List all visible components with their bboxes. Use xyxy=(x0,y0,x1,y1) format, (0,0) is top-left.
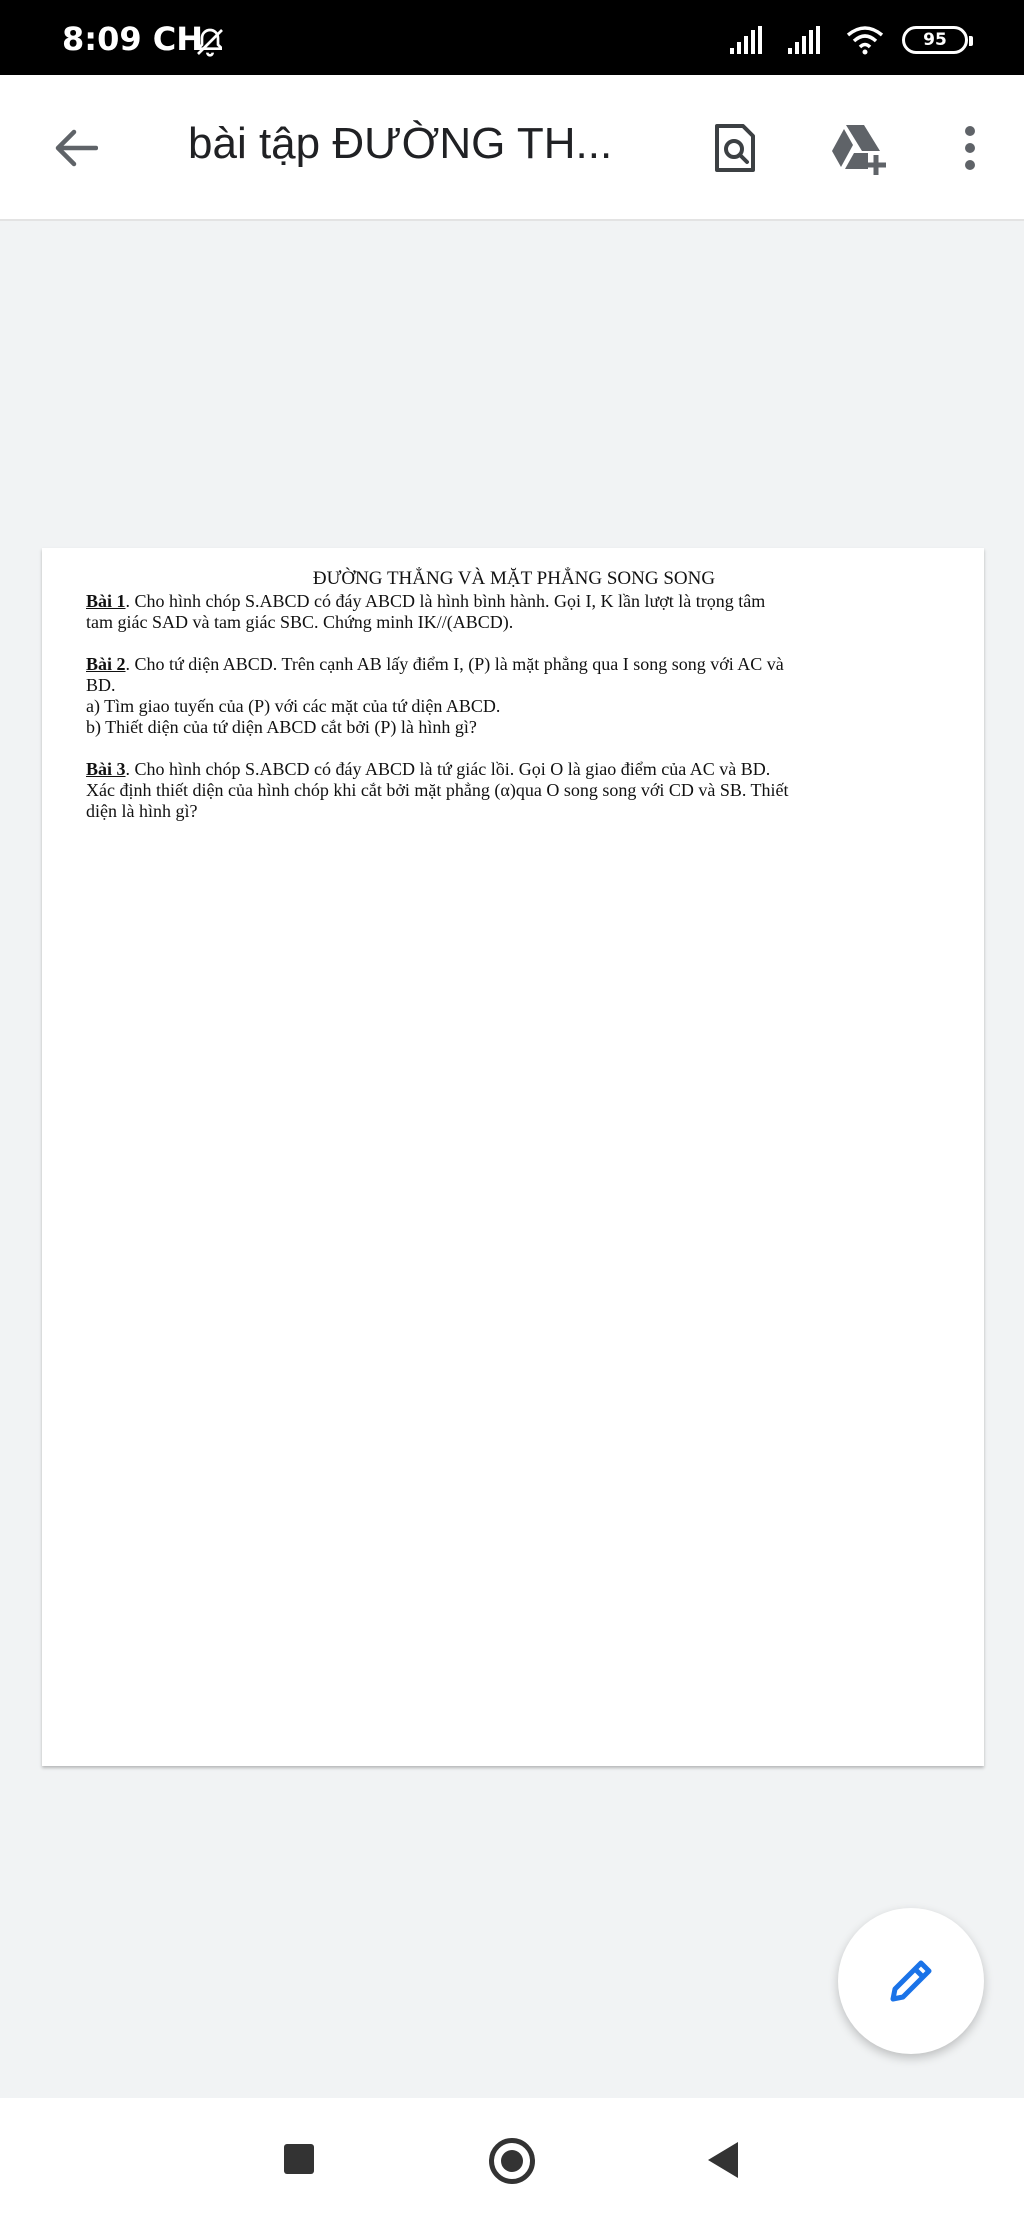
exercise-label: Bài 1 xyxy=(86,591,126,611)
signal-icon xyxy=(730,26,770,54)
bell-off-icon xyxy=(194,26,226,58)
back-arrow-icon xyxy=(52,128,98,168)
exercise-1 xyxy=(86,591,942,633)
app-bar xyxy=(0,75,1024,221)
back-button[interactable] xyxy=(40,113,110,183)
back-icon[interactable] xyxy=(708,2142,738,2178)
battery-level: 95 xyxy=(923,30,947,50)
exercise-text: . Cho hình chóp S.ABCD có đáy ABCD là hình bình hành. Gọi I, K lần lượt là trọng tâm xyxy=(125,591,766,611)
exercise-text: BD. xyxy=(86,675,116,695)
document-page[interactable] xyxy=(42,548,984,1766)
recent-apps-icon[interactable] xyxy=(284,2144,314,2174)
exercise-text: . Cho tứ diện ABCD. Trên cạnh AB lấy điểm I, (P) là mặt phẳng qua I song song với AC và xyxy=(125,654,784,674)
document-content xyxy=(86,568,942,843)
status-icons xyxy=(730,24,968,56)
home-icon[interactable] xyxy=(489,2138,535,2184)
edit-fab-button[interactable] xyxy=(838,1908,984,2054)
status-bar xyxy=(0,0,1024,75)
exercise-label: Bài 3 xyxy=(86,759,126,779)
find-in-page-button[interactable] xyxy=(700,113,770,183)
exercise-text: diện là hình gì? xyxy=(86,801,198,821)
signal-icon xyxy=(788,26,828,54)
document-heading: ĐƯỜNG THẲNG VÀ MẶT PHẲNG SONG SONG xyxy=(312,568,716,589)
add-to-drive-button[interactable] xyxy=(820,111,896,187)
more-options-button[interactable] xyxy=(940,113,1000,183)
system-nav-bar xyxy=(0,2098,1024,2220)
more-vert-icon xyxy=(964,125,976,171)
exercise-text: tam giác SAD và tam giác SBC. Chứng minh IK//(ABCD). xyxy=(86,612,514,632)
document-title: bài tập ĐƯỜNG TH... xyxy=(188,119,613,168)
exercise-text: Xác định thiết diện của hình chóp khi cắt bởi mặt phẳng (α)qua O song song với CD và SB. Thiết xyxy=(86,780,789,800)
wifi-icon xyxy=(846,25,884,55)
edit-pencil-icon xyxy=(883,1953,939,2009)
exercise-2 xyxy=(86,654,942,738)
exercise-text: a) Tìm giao tuyến của (P) với các mặt của tứ diện ABCD. xyxy=(86,696,501,716)
exercise-text: b) Thiết diện của tứ diện ABCD cắt bởi (P) là hình gì? xyxy=(86,717,477,737)
find-in-page-icon xyxy=(713,122,757,174)
status-time: 8:09 CH xyxy=(62,20,203,58)
exercise-3 xyxy=(86,759,942,822)
battery-icon xyxy=(902,26,968,54)
exercise-label: Bài 2 xyxy=(86,654,126,674)
exercise-text: . Cho hình chóp S.ABCD có đáy ABCD là tứ giác lồi. Gọi O là giao điểm của AC và BD. xyxy=(125,759,771,779)
drive-add-icon xyxy=(828,121,888,177)
